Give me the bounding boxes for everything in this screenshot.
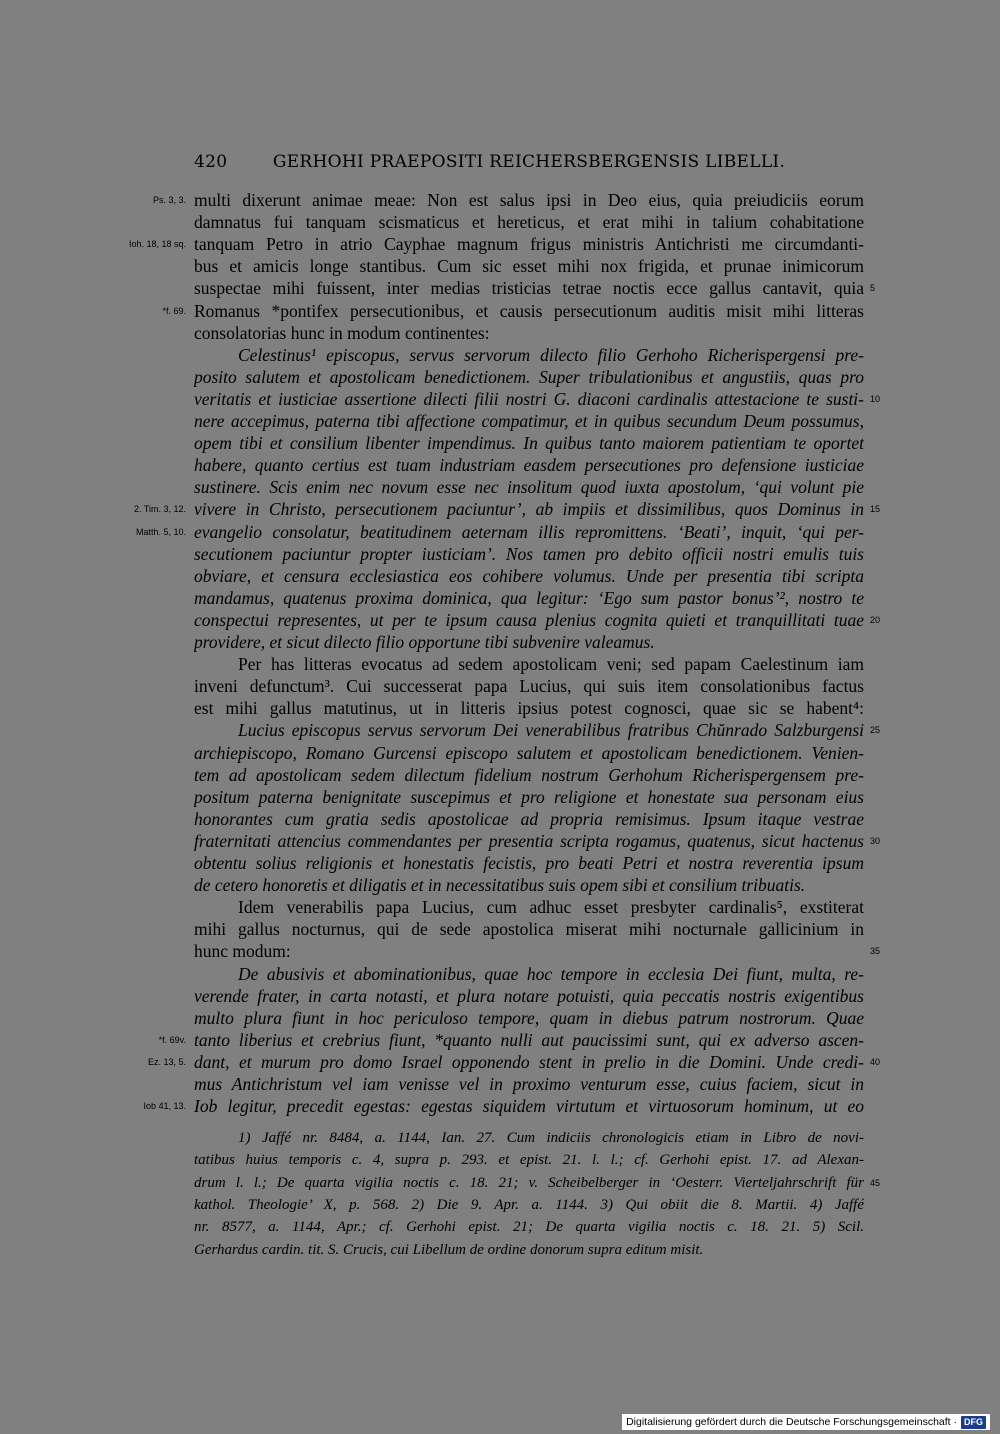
marginal-reference: 2. Tim. 3, 12. (133, 504, 186, 514)
footnote-line: 1) Jaffé nr. 8484, a. 1144, Ian. 27. Cum indiciis chronologicis etiam in Libro de novi- (238, 1130, 864, 1146)
text-line: obviare, et censura ecclesiastica eos cohibere volumus. Unde per presentia tibi scripta (194, 566, 864, 586)
text-line: multo plura fiunt in hoc periculoso tempore, quam in diebus patrum nostrorum. Quae (194, 1008, 864, 1028)
line-number: 5 (870, 283, 876, 293)
text-line: mus Antichristum vel iam venisse vel in proximo venturum esse, cuius faciem, sicut in (194, 1074, 864, 1094)
marginal-reference: Ez. 13, 5. (147, 1057, 186, 1067)
line-number: 15 (870, 504, 881, 514)
text-line: secutionem paciuntur propter iusticiam’. Nos tamen pro debito officii nostri emulis tuis (194, 544, 864, 564)
text-line: archiepiscopo, Romano Gurcensi episcopo salutem et apostolicam benedictionem. Venien- (194, 743, 864, 763)
footnote-line: Gerhardus cardin. tit. S. Crucis, cui Libellum de ordine donorum supra editum misit. (194, 1242, 704, 1258)
text-line: Idem venerabilis papa Lucius, cum adhuc esset presbyter cardinalis⁵, exstiterat (238, 897, 864, 917)
text-line: de cetero honoretis et diligatis et in necessitatibus suis opem sibi et consilium tribuatis. (194, 875, 806, 895)
text-line: damnatus fui tanquam scismaticus et hereticus, et erat mihi in talium cohabitatione (194, 212, 864, 232)
text-line: Per has litteras evocatus ad sedem apostolicam veni; sed papam Caelestinum iam (238, 654, 864, 674)
line-number: 30 (870, 836, 881, 846)
text-line: nere accepimus, paterna tibi affectione compatimur, et in quibus secundum Deum possumus, (194, 411, 864, 431)
footnote-line: nr. 8577, a. 1144, Apr.; cf. Gerhohi epist. 21; De quarta vigilia noctis c. 18. 21. 5) Scil. (194, 1219, 864, 1235)
text-line: Lucius episcopus servus servorum Dei venerabilibus fratribus Chŭnrado Salzburgensi (238, 720, 864, 740)
marginal-reference: Ioh. 18, 18 sq. (128, 239, 186, 249)
text-line: Celestinus¹ episcopus, servus servorum dilecto filio Gerhoho Richerispergensi pre- (238, 345, 864, 365)
text-line: positum paterna benignitate suscepimus et pro religione et honestate sua personam eius (194, 787, 864, 807)
text-line: Iob legitur, precedit egestas: egestas siquidem virtutum et virtuosorum hominum, ut eo (194, 1096, 864, 1116)
text-line: tanto liberius et crebrius fiunt, *quanto nulli aut paucissimi sunt, qui ex adverso ascen- (194, 1030, 864, 1050)
text-line: est mihi gallus matutinus, ut in litteris ipsius potest cognosci, quae sic se habent⁴: (194, 698, 864, 718)
running-title: GERHOHI PRAEPOSITI REICHERSBERGENSIS LIBELLI. (272, 152, 786, 172)
line-number: 45 (870, 1178, 881, 1188)
text-line: dant, et murum pro domo Israel opponendo stent in prelio in die Domini. Unde credi- (194, 1052, 864, 1072)
marginal-reference: *f. 69. (162, 306, 186, 316)
marginal-reference: Matth. 5, 10. (135, 527, 186, 537)
footnote-line: kathol. Theologie’ X, p. 568. 2) Die 9. Apr. a. 1144. 3) Qui obiit die 8. Martii. 4) Jaffé (194, 1197, 864, 1213)
page-header (194, 152, 864, 176)
text-line: sustinere. Scis enim nec novum esse nec insolitum quod iuxta apostolum, ‘qui volunt pie (194, 477, 864, 497)
text-line: Romanus *pontifex persecutionibus, et causis persecutionum auditis misit mihi litteras (194, 301, 864, 321)
page-number: 420 (194, 152, 228, 172)
line-number: 25 (870, 725, 881, 735)
text-line: veritatis et iusticiae assertione dilecti filii nostri G. diaconi cardinalis attestacione te susti- (194, 389, 864, 409)
footnote-line: drum l. l.; De quarta vigilia noctis c. 18. 21; v. Scheibelberger in ‘Oesterr. Vierteljahrschrift für (194, 1175, 864, 1191)
marginal-reference: Iob 41, 13. (143, 1101, 186, 1111)
text-line: bus et amicis longe stantibus. Cum sic esset mihi nox frigida, et prunae inimicorum (194, 256, 864, 276)
line-number: 20 (870, 615, 881, 625)
text-line: mandamus, quatenus proxima dominica, qua legitur: ‘Ego sum pastor bonus’², nostro te (194, 588, 864, 608)
line-number: 10 (870, 394, 881, 404)
text-line: vivere in Christo, persecutionem paciuntur’, ab impiis et dissimilibus, quos Dominus in (194, 499, 864, 519)
marginal-reference: Ps. 3, 3. (152, 195, 186, 205)
text-line: fraternitati attencius commendantes per presentia scripta rogamus, quatenus, sicut hactenus (194, 831, 864, 851)
text-line: conspectui representes, ut per te ipsum causa plenius cognita quieti et tranquillitati tuae (194, 610, 864, 630)
text-line: inveni defunctum³. Cui successerat papa Lucius, qui suis item consolationibus factus (194, 676, 864, 696)
text-line: posito salutem et apostolicam benedictionem. Super tribulationibus et angustiis, quas pro (194, 367, 864, 387)
marginal-reference: *f. 69v. (158, 1035, 186, 1045)
text-line: tanquam Petro in atrio Cayphae magnum frigus ministris Antichristi me circumdanti- (194, 234, 864, 254)
line-number: 40 (870, 1057, 881, 1067)
dfg-logo: DFG (961, 1416, 986, 1429)
text-line: honorantes cum gratia sedis apostolicae ad propria remisimus. Ipsum itaque vestrae (194, 809, 864, 829)
text-line: opem tibi et consilium libenter impendimus. In quibus tanto maiorem patientiam te oportet (194, 433, 864, 453)
text-line: providere, et sicut dilecto filio opportune tibi subvenire valeamus. (194, 632, 655, 652)
text-line: mihi gallus nocturnus, qui de sede apostolica miserat mihi nocturnale gallicinium in (194, 919, 864, 939)
line-number: 35 (870, 946, 881, 956)
text-line: De abusivis et abominationibus, quae hoc tempore in ecclesia Dei fiunt, multa, re- (238, 964, 864, 984)
text-line: verende frater, in carta notasti, et plura notare potuisti, quia peccatis nostris exigentibus (194, 986, 864, 1006)
text-line: consolatorias hunc in modum continentes: (194, 323, 490, 343)
text-line: hunc modum: (194, 941, 291, 961)
text-line: tem ad apostolicam sedem dilectum fidelium nostrum Gerhohum Richerispergensem pre- (194, 765, 864, 785)
footnote-line: tatibus huius temporis c. 4, supra p. 293. et epist. 21. l. l.; cf. Gerhohi epist. 17. ad Alexan- (194, 1152, 864, 1168)
text-line: obtentu solius religionis et honestatis fecistis, pro beati Petri et nostra reverentia ipsum (194, 853, 864, 873)
credit-text: Digitalisierung gefördert durch die Deutsche Forschungsgemeinschaft · (626, 1416, 957, 1428)
text-line: suspectae mihi fuissent, inter medias tristicias tetrae noctis ecce gallus cantavit, quia (194, 278, 864, 298)
text-line: multi dixerunt animae meae: Non est salus ipsi in Deo eius, quia preiudiciis eorum (194, 190, 864, 210)
digitization-credit (622, 1414, 990, 1430)
text-line: habere, quanto certius est tuam industriam easdem persecutiones pro defensione iusticiae (194, 455, 864, 475)
text-line: evangelio consolatur, beatitudinem aeternam illis repromittens. ‘Beati’, inquit, ‘qui per- (194, 522, 864, 542)
